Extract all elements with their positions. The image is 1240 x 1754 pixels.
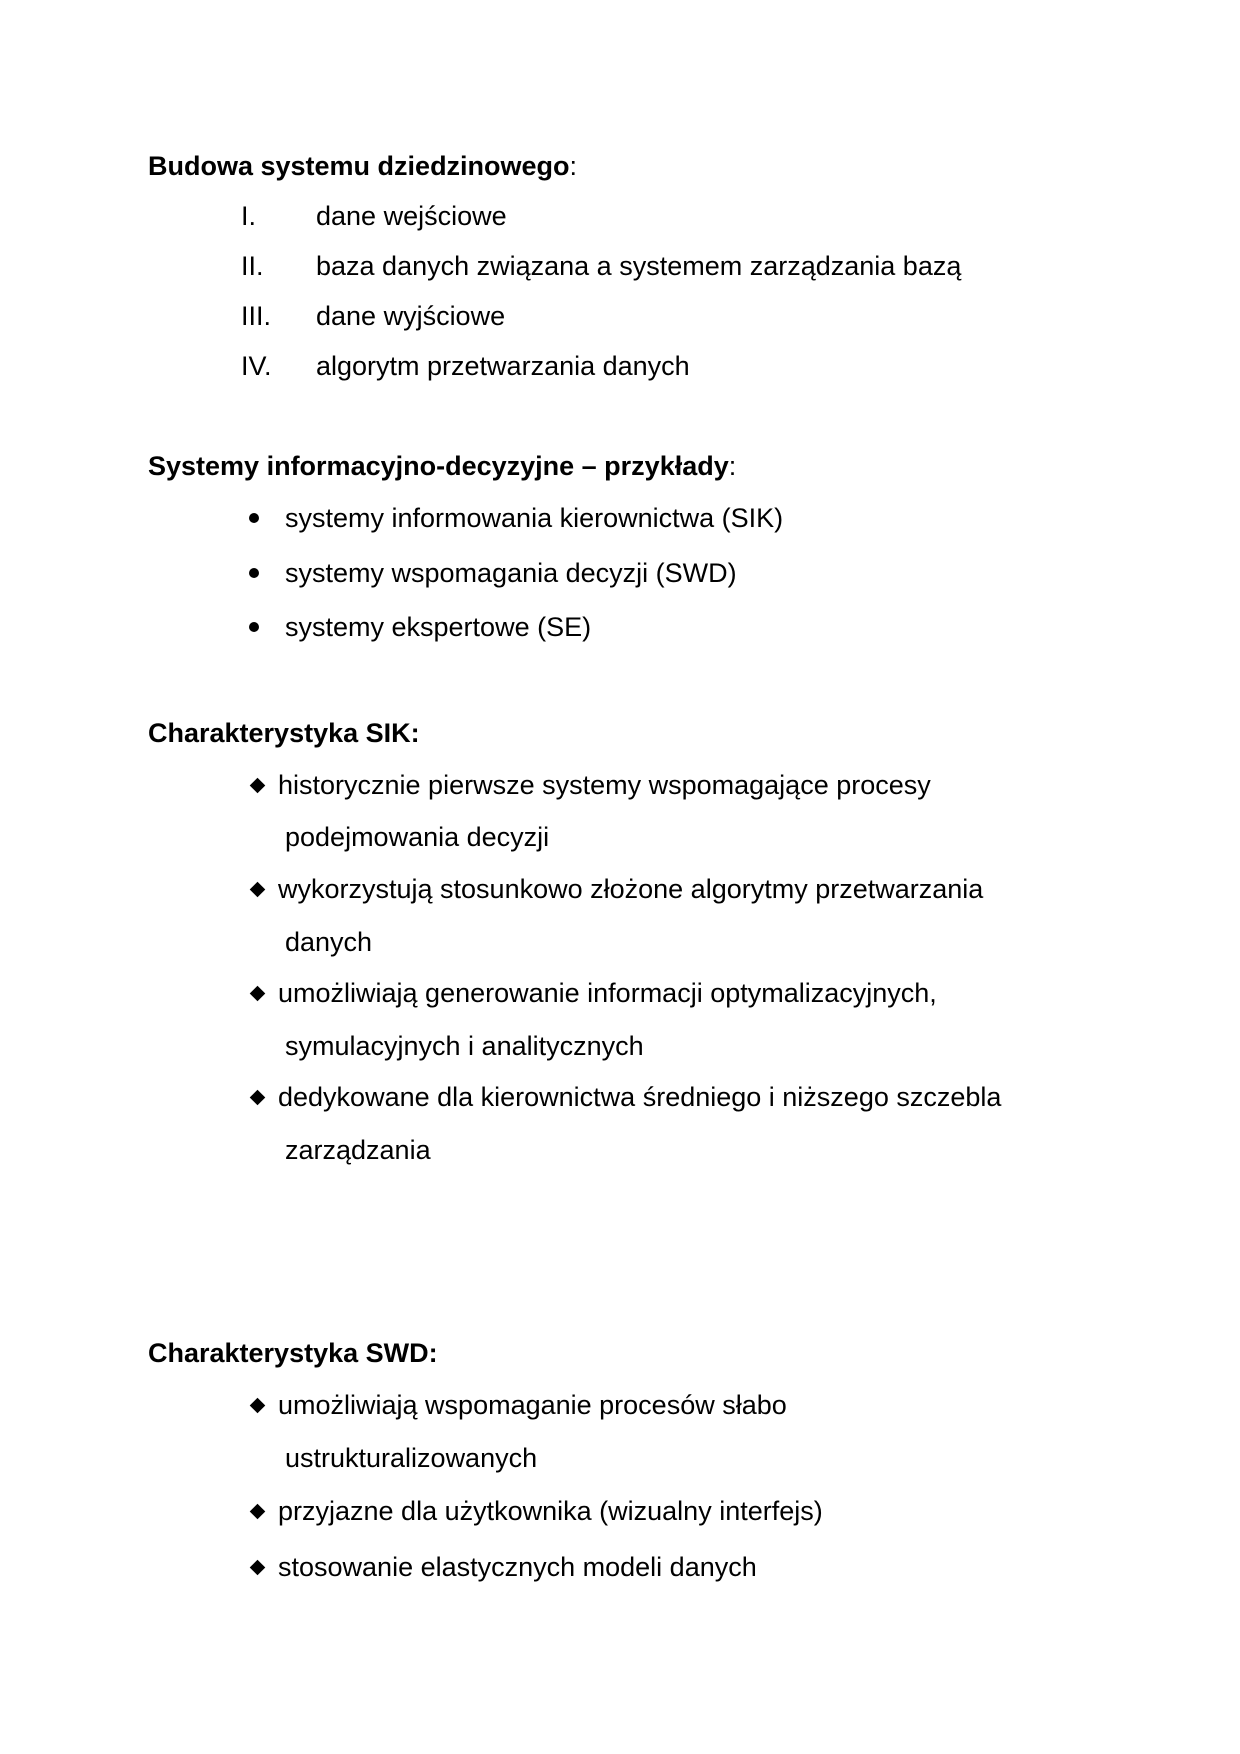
list-item: systemy informowania kierownictwa (SIK) (285, 503, 784, 533)
bullet-diamond-icon (250, 1398, 266, 1414)
bullet-dot-icon (249, 513, 259, 523)
section-budowa-heading (148, 153, 577, 180)
list-item: algorytm przetwarzania danych (316, 351, 690, 381)
bullet-diamond-icon (250, 1090, 266, 1106)
list-item-continuation: podejmowania decyzji (285, 822, 550, 852)
list-item-line: wykorzystują stosunkowo złożone algorytmy przetwarzania (278, 874, 984, 904)
section-systemy-colon: : (728, 451, 737, 481)
list-item-continuation: danych (285, 927, 373, 957)
list-item: systemy ekspertowe (SE) (285, 612, 592, 642)
list-item: systemy wspomagania decyzji (SWD) (285, 558, 737, 588)
section-budowa-title: Budowa systemu dziedzinowego (148, 151, 570, 181)
section-systemy-heading (148, 453, 736, 480)
bullet-diamond-icon (250, 1560, 266, 1576)
list-numeral: III. (241, 301, 272, 331)
list-numeral: II. (241, 251, 264, 281)
list-item-line: stosowanie elastycznych modeli danych (278, 1552, 757, 1582)
section-swd-heading: Charakterystyka SWD: (148, 1338, 438, 1368)
bullet-dot-icon (249, 568, 259, 578)
list-item: baza danych związana a systemem zarządzania bazą (316, 251, 962, 281)
bullet-diamond-icon (250, 1504, 266, 1520)
list-item: dane wejściowe (316, 201, 507, 231)
list-item-line: dedykowane dla kierownictwa średniego i niższego szczebla (278, 1082, 1002, 1112)
list-item: dane wyjściowe (316, 301, 506, 331)
list-item-line: umożliwiają generowanie informacji optymalizacyjnych, (278, 978, 937, 1008)
list-item-line: historycznie pierwsze systemy wspomagające procesy (278, 770, 931, 800)
list-item-line: umożliwiają wspomaganie procesów słabo (278, 1390, 787, 1420)
bullet-diamond-icon (250, 882, 266, 898)
list-numeral: I. (241, 201, 257, 231)
section-sik-heading: Charakterystyka SIK: (148, 718, 420, 748)
bullet-diamond-icon (250, 778, 266, 794)
list-numeral: IV. (241, 351, 272, 381)
bullet-diamond-icon (250, 986, 266, 1002)
list-item-line: przyjazne dla użytkownika (wizualny interfejs) (278, 1496, 823, 1526)
list-item-continuation: symulacyjnych i analitycznych (285, 1031, 644, 1061)
list-item-continuation: ustrukturalizowanych (285, 1443, 538, 1473)
list-item-continuation: zarządzania (285, 1135, 431, 1165)
bullet-dot-icon (249, 622, 259, 632)
section-budowa-colon: : (569, 151, 578, 181)
section-systemy-title: Systemy informacyjno-decyzyjne – przykłady (148, 451, 729, 481)
